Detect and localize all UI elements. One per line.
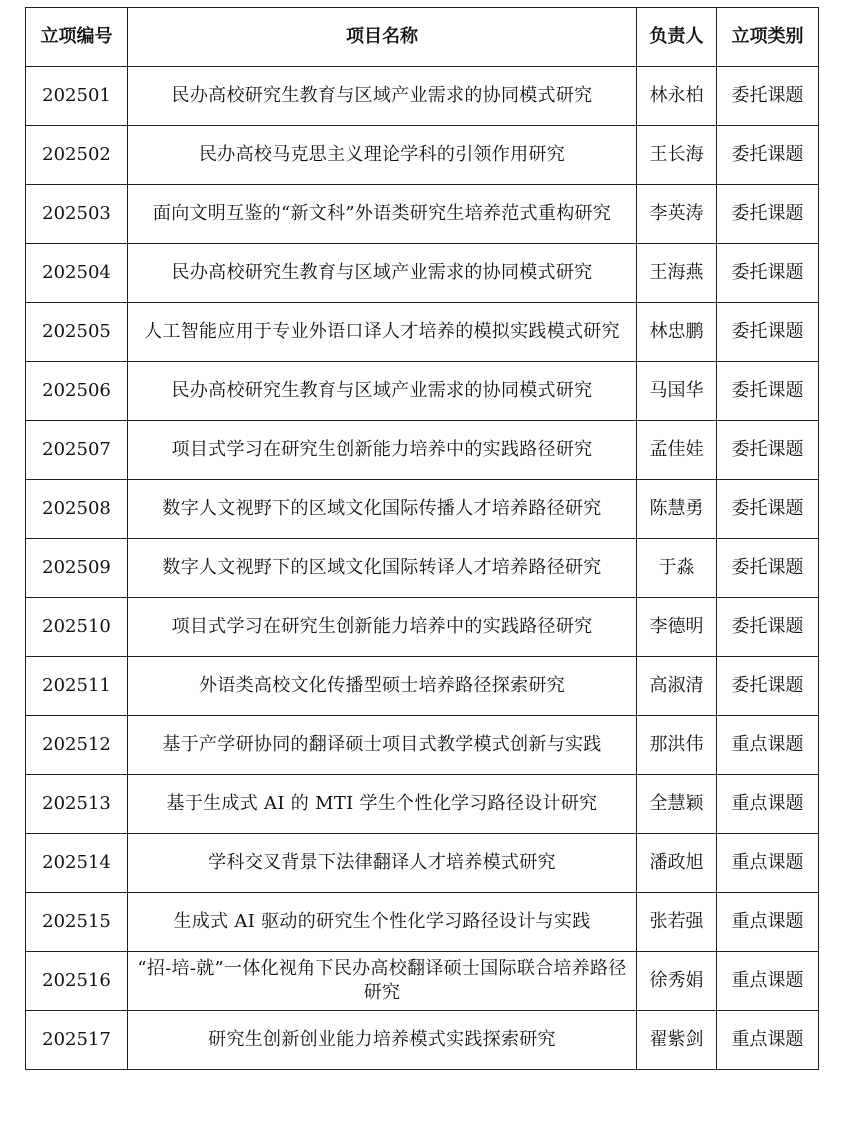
project-name-cell: 学科交叉背景下法律翻译人才培养模式研究 [128,834,637,893]
table-row [26,657,819,716]
project-type-cell: 委托课题 [717,657,819,716]
project-name-cell: 项目式学习在研究生创新能力培养中的实践路径研究 [128,598,637,657]
project-name-cell: 民办高校马克思主义理论学科的引领作用研究 [128,126,637,185]
table-row [26,303,819,362]
project-name-cell: 研究生创新创业能力培养模式实践探索研究 [128,1011,637,1070]
project-type-cell: 委托课题 [717,480,819,539]
table-row [26,67,819,126]
project-id-cell: 202513 [26,775,128,834]
project-list-table [25,7,819,1070]
project-id-cell: 202515 [26,893,128,952]
project-type-cell: 委托课题 [717,67,819,126]
project-id-cell: 202507 [26,421,128,480]
project-type-cell: 委托课题 [717,303,819,362]
project-id-cell: 202510 [26,598,128,657]
project-type-cell: 重点课题 [717,952,819,1011]
project-id-cell: 202505 [26,303,128,362]
project-id-cell: 202517 [26,1011,128,1070]
project-lead-cell: 林永柏 [637,67,717,126]
project-lead-cell: 潘政旭 [637,834,717,893]
header-project-type: 立项类别 [717,8,819,67]
project-name-cell: 基于生成式 AI 的 MTI 学生个性化学习路径设计研究 [128,775,637,834]
project-lead-cell: 张若强 [637,893,717,952]
project-id-cell: 202514 [26,834,128,893]
table-row [26,421,819,480]
table-row [26,480,819,539]
table-body [26,67,819,1070]
project-lead-cell: 李英涛 [637,185,717,244]
header-project-lead: 负责人 [637,8,717,67]
project-name-cell: 生成式 AI 驱动的研究生个性化学习路径设计与实践 [128,893,637,952]
header-project-id: 立项编号 [26,8,128,67]
table-row [26,893,819,952]
project-lead-cell: 于淼 [637,539,717,598]
project-id-cell: 202504 [26,244,128,303]
project-name-cell: 面向文明互鉴的“新文科”外语类研究生培养范式重构研究 [128,185,637,244]
project-name-cell: 基于产学研协同的翻译硕士项目式教学模式创新与实践 [128,716,637,775]
project-id-cell: 202512 [26,716,128,775]
header-row [26,8,819,67]
project-lead-cell: 孟佳娃 [637,421,717,480]
project-name-cell: 人工智能应用于专业外语口译人才培养的模拟实践模式研究 [128,303,637,362]
project-lead-cell: 李德明 [637,598,717,657]
project-name-cell: 民办高校研究生教育与区域产业需求的协同模式研究 [128,67,637,126]
table-row [26,716,819,775]
project-lead-cell: 王海燕 [637,244,717,303]
project-type-cell: 重点课题 [717,1011,819,1070]
project-lead-cell: 王长海 [637,126,717,185]
table-row [26,834,819,893]
project-type-cell: 委托课题 [717,362,819,421]
project-lead-cell: 那洪伟 [637,716,717,775]
project-name-cell: 数字人文视野下的区域文化国际传播人才培养路径研究 [128,480,637,539]
project-type-cell: 委托课题 [717,598,819,657]
project-id-cell: 202501 [26,67,128,126]
table-row [26,1011,819,1070]
project-name-cell: “招-培-就”一体化视角下民办高校翻译硕士国际联合培养路径研究 [128,952,637,1011]
table-header [26,8,819,67]
project-name-cell: 项目式学习在研究生创新能力培养中的实践路径研究 [128,421,637,480]
project-lead-cell: 林忠鹏 [637,303,717,362]
project-type-cell: 重点课题 [717,775,819,834]
project-id-cell: 202508 [26,480,128,539]
project-name-cell: 民办高校研究生教育与区域产业需求的协同模式研究 [128,362,637,421]
project-type-cell: 重点课题 [717,716,819,775]
table-row [26,539,819,598]
project-type-cell: 重点课题 [717,893,819,952]
project-id-cell: 202516 [26,952,128,1011]
project-name-cell: 外语类高校文化传播型硕士培养路径探索研究 [128,657,637,716]
project-type-cell: 委托课题 [717,126,819,185]
project-id-cell: 202503 [26,185,128,244]
project-id-cell: 202511 [26,657,128,716]
project-lead-cell: 马国华 [637,362,717,421]
project-id-cell: 202502 [26,126,128,185]
project-lead-cell: 全慧颖 [637,775,717,834]
table-row [26,185,819,244]
project-id-cell: 202506 [26,362,128,421]
project-type-cell: 委托课题 [717,539,819,598]
table-row [26,362,819,421]
table-row [26,952,819,1011]
header-project-name: 项目名称 [128,8,637,67]
project-lead-cell: 陈慧勇 [637,480,717,539]
table-row [26,244,819,303]
project-lead-cell: 翟紫剑 [637,1011,717,1070]
table-row [26,126,819,185]
project-lead-cell: 高淑清 [637,657,717,716]
table-row [26,775,819,834]
project-type-cell: 委托课题 [717,244,819,303]
table-row [26,598,819,657]
project-id-cell: 202509 [26,539,128,598]
project-lead-cell: 徐秀娟 [637,952,717,1011]
project-type-cell: 委托课题 [717,421,819,480]
project-type-cell: 重点课题 [717,834,819,893]
project-name-cell: 数字人文视野下的区域文化国际转译人才培养路径研究 [128,539,637,598]
project-name-cell: 民办高校研究生教育与区域产业需求的协同模式研究 [128,244,637,303]
project-type-cell: 委托课题 [717,185,819,244]
